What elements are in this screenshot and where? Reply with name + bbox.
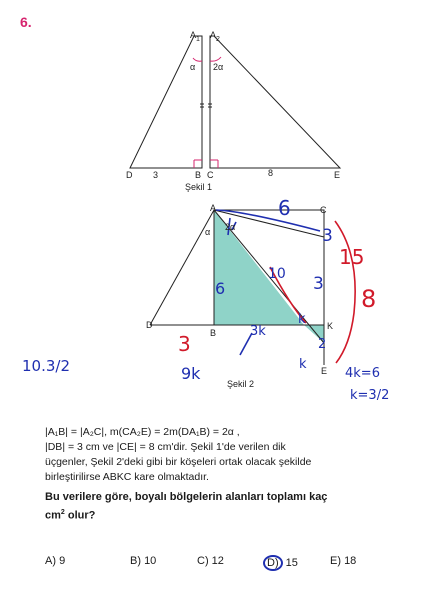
angle-alpha-fig2: α bbox=[205, 227, 211, 237]
text-line-2: |DB| = 3 cm ve |CE| = 8 cm'dir. Şekil 1'de verilen dik bbox=[45, 441, 286, 453]
choice-d-circle: D) bbox=[263, 555, 283, 571]
choice-d[interactable]: D) 15 bbox=[263, 555, 298, 571]
hw-k-small: k bbox=[298, 312, 306, 327]
text-line-3: üçgenler, Şekil 2'deki gibi bir köşeleri ortak olacak şekilde bbox=[45, 456, 312, 468]
figure-1 bbox=[120, 28, 360, 188]
angle-2alpha-label: 2α bbox=[213, 62, 224, 72]
point-a1: $A_1$ bbox=[190, 30, 200, 43]
point-a2: $A_2$ bbox=[210, 30, 220, 43]
hw-hypotenuse: 10 bbox=[268, 266, 286, 282]
answer-choices bbox=[45, 555, 425, 573]
choice-e[interactable]: E) 18 bbox=[330, 555, 357, 567]
problem-text bbox=[45, 425, 415, 524]
figure-2-label: Şekil 2 bbox=[227, 379, 255, 389]
point-d2: D bbox=[146, 320, 153, 330]
hw-k-eq-6: 4k=6 bbox=[345, 366, 380, 381]
angle-2alpha-fig2: 2α bbox=[225, 222, 236, 232]
choice-c[interactable]: C) 12 bbox=[197, 555, 224, 567]
choice-a[interactable]: A) 9 bbox=[45, 555, 66, 567]
question-line-2: $cm^2$ olur? bbox=[45, 509, 96, 522]
text-line-4: birleştirilirse ABKC kare olmaktadır. bbox=[45, 471, 209, 483]
figure-1-label: Şekil 1 bbox=[185, 182, 213, 192]
text-line-1: |A₁B| = |A₂C|, m(CA₂E) = 2m(DA₁B) = 2α , bbox=[45, 426, 240, 438]
triangle-a1bd bbox=[130, 36, 202, 168]
point-c: C bbox=[207, 170, 214, 180]
hw-right-three: 3 bbox=[322, 226, 333, 246]
hw-k-bottom: k bbox=[299, 357, 307, 372]
point-k: K bbox=[327, 321, 334, 331]
point-e2: E bbox=[321, 366, 328, 376]
hw-top-six: 6 bbox=[278, 196, 291, 220]
length-ce: 8 bbox=[268, 168, 274, 178]
length-db: 3 bbox=[153, 170, 159, 180]
hw-three-k: 3k bbox=[250, 324, 266, 339]
hw-red-eight: 8 bbox=[361, 285, 377, 313]
triangle-a2ce bbox=[210, 36, 340, 168]
point-a: A bbox=[210, 203, 217, 213]
figure-2 bbox=[140, 195, 380, 385]
question-line-1: Bu verilere göre, boyalı bölgelerin alanları toplamı kaç bbox=[45, 491, 328, 503]
hw-nine-k: 9k bbox=[181, 364, 201, 383]
choice-b[interactable]: B) 10 bbox=[130, 555, 157, 567]
hw-red-fifteen: 15 bbox=[339, 245, 365, 269]
hw-left-six: 6 bbox=[215, 279, 226, 298]
point-d: D bbox=[126, 170, 133, 180]
angle-alpha-label: α bbox=[190, 62, 196, 72]
point-e: E bbox=[334, 170, 341, 180]
hw-two-small: 2 bbox=[318, 337, 327, 352]
point-c2: C bbox=[320, 205, 327, 215]
question-number: 6. bbox=[20, 14, 32, 30]
hw-left-formula: 10.3/2 bbox=[22, 357, 70, 375]
hw-k-eq-frac: k=3/2 bbox=[350, 388, 390, 403]
point-b2: B bbox=[210, 328, 217, 338]
hw-right-mid-three: 3 bbox=[313, 274, 324, 294]
hw-red-three: 3 bbox=[178, 332, 191, 356]
point-b: B bbox=[195, 170, 202, 180]
